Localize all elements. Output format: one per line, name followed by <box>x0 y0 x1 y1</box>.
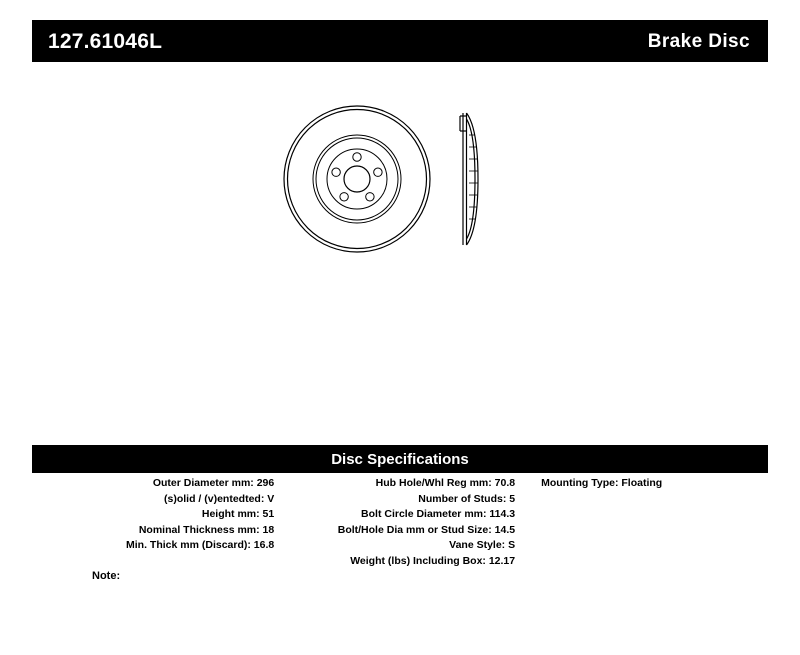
spec-item: Bolt/Hole Dia mm or Stud Size: 14.5 <box>337 523 516 536</box>
part-number: 127.61046L <box>48 29 163 53</box>
spec-item: Min. Thick mm (Discard): 16.8 <box>126 539 275 551</box>
specs-column-middle <box>282 476 525 569</box>
header-bar <box>32 20 768 62</box>
product-type: Brake Disc <box>647 30 750 52</box>
brake-disc-cross-section-view <box>460 113 478 245</box>
spec-item: Vane Style: S <box>449 539 516 551</box>
note-label: Note: <box>92 570 121 582</box>
spec-item: Nominal Thickness mm: 18 <box>138 523 275 536</box>
spec-item: Number of Studs: 5 <box>418 492 516 505</box>
spec-item: Height mm: 51 <box>201 508 275 520</box>
specs-column-right <box>525 476 768 569</box>
product-drawing <box>270 95 530 285</box>
spec-item: Hub Hole/Whl Reg mm: 70.8 <box>375 477 516 489</box>
specifications-header <box>32 445 768 473</box>
spec-item: Bolt Circle Diameter mm: 114.3 <box>361 508 516 520</box>
specifications-title: Disc Specifications <box>331 450 469 468</box>
spec-item: Outer Diameter mm: 296 <box>152 477 275 489</box>
spec-item: Weight (lbs) Including Box: 12.17 <box>350 554 516 567</box>
brake-disc-front-view <box>284 106 430 252</box>
specs-column-left <box>32 476 282 569</box>
spec-item: (s)olid / (v)entedted: V <box>163 492 275 505</box>
spec-item: Mounting Type: Floating <box>541 477 663 489</box>
specifications-table <box>32 476 768 569</box>
